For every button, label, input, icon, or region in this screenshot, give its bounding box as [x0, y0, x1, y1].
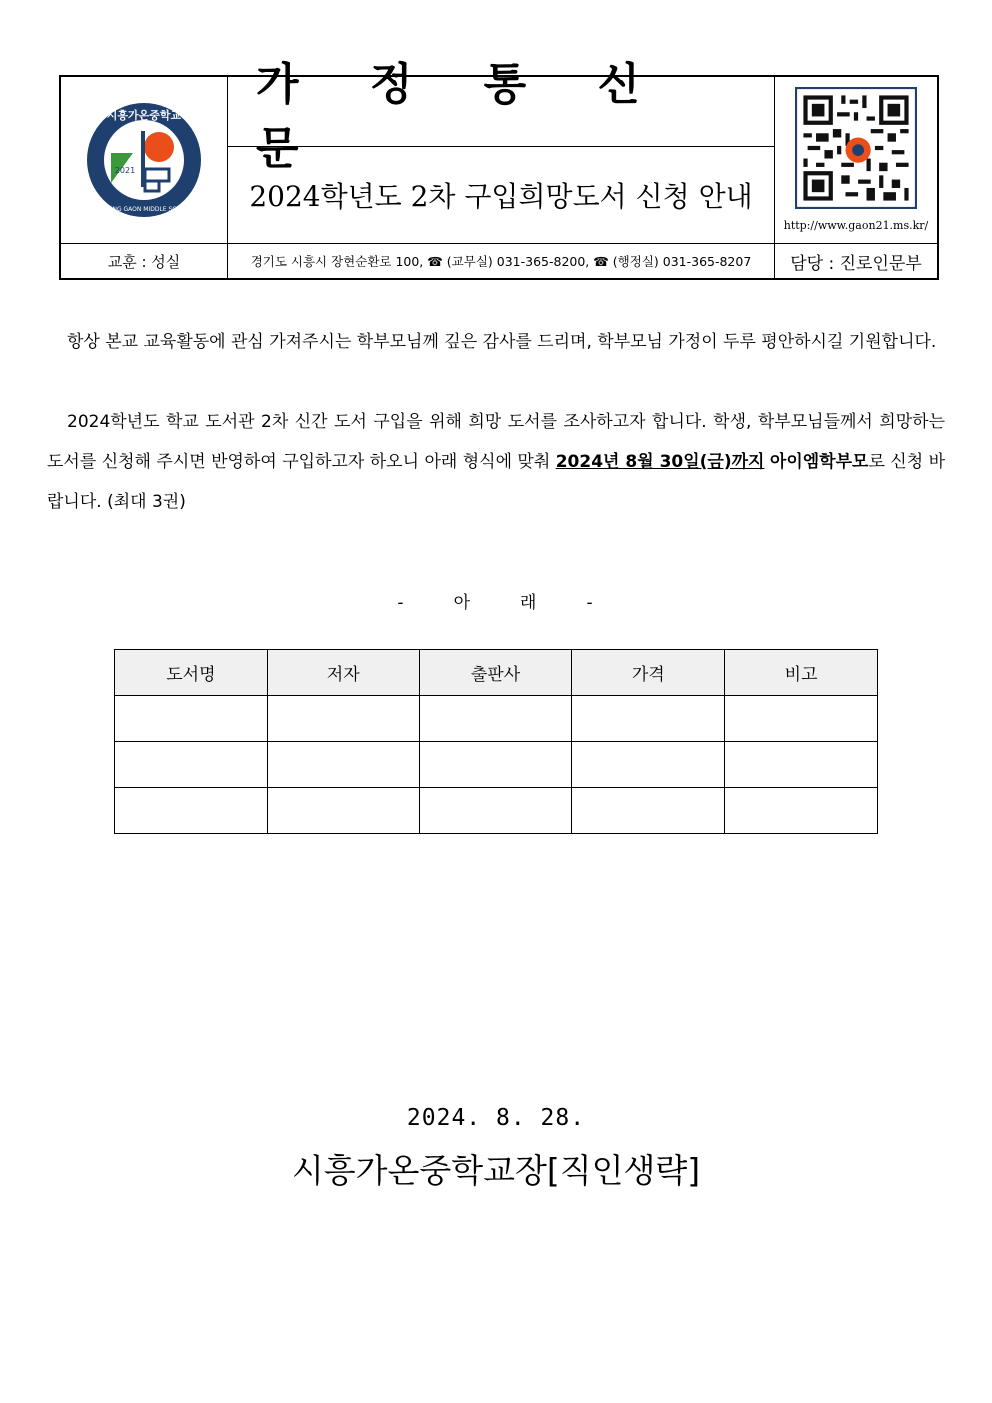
table-cell[interactable] [419, 696, 572, 742]
column-header-title: 도서명 [115, 650, 268, 696]
department-in-charge: 담당 : 진로인문부 [774, 244, 937, 278]
table-cell[interactable] [572, 788, 725, 834]
table-cell[interactable] [572, 696, 725, 742]
table-row [115, 696, 878, 742]
table-row [115, 788, 878, 834]
greeting-text: 항상 본교 교육활동에 관심 가져주시는 학부모님께 깊은 감사를 드리며, 학부모님 가정이 두루 평안하시길 기원합니다. [67, 332, 937, 352]
school-logo-cell [61, 77, 228, 243]
request-paragraph [47, 402, 945, 522]
qr-code-icon[interactable] [795, 87, 917, 209]
qr-cell [774, 77, 937, 243]
column-header-publisher: 출판사 [419, 650, 572, 696]
school-address: 경기도 시흥시 장현순환로 100, ☎ (교무실) 031-365-8200, ☎ (행정실) 031-365-8207 [250, 254, 752, 269]
table-cell[interactable] [115, 742, 268, 788]
table-cell[interactable] [267, 696, 419, 742]
table-cell[interactable] [419, 788, 572, 834]
table-header-row [115, 650, 878, 696]
table-cell[interactable] [115, 696, 268, 742]
school-url[interactable]: http://www.gaon21.ms.kr/ [783, 219, 929, 232]
table-cell[interactable] [115, 788, 268, 834]
issue-date: 2024. 8. 28. [406, 1105, 586, 1131]
table-cell[interactable] [572, 742, 725, 788]
principal-signature: 시흥가온중학교장[직인생략] [291, 1151, 701, 1190]
newsletter-subtitle: 2024학년도 2차 구입희망도서 신청 안내 [249, 180, 753, 213]
table-cell[interactable] [267, 788, 419, 834]
logo-year: 2021 [114, 166, 136, 175]
book-request-table [114, 649, 878, 834]
header-info-row [61, 243, 937, 278]
note-heading: - 아 래 - [397, 593, 595, 613]
table-row [115, 742, 878, 788]
newsletter-title: 가 정 통 신 문 [228, 77, 774, 147]
logo-english-text: SIHEUNG GAON MIDDLE SCHOOL [94, 206, 194, 213]
table-cell[interactable] [419, 742, 572, 788]
table-cell[interactable] [725, 788, 878, 834]
table-cell[interactable] [725, 696, 878, 742]
table-cell[interactable] [267, 742, 419, 788]
table-cell[interactable] [725, 742, 878, 788]
logo-ring-text: 시흥가온중학교 [106, 109, 182, 122]
school-motto: 교훈 : 성실 [61, 244, 228, 278]
column-header-author: 저자 [267, 650, 419, 696]
newsletter-header [59, 58, 939, 280]
greeting-paragraph [47, 322, 945, 362]
deadline-text: 2024년 8월 30일(금)까지 [555, 452, 765, 472]
channel-text: 아이엠학부모 [769, 452, 869, 472]
request-text: 2024학년도 학교 도서관 2차 신간 도서 구입을 위해 희망 도서를 조사하고자 합니다. 학생, 학부모님들께서 희망하는 도서를 신청해 주시면 반영하여 구입하고자 하오니 아래 형식에 맞춰 [47, 412, 945, 472]
request-text-end: 로 신청 바랍니다. (최대 3권) [47, 452, 946, 512]
school-logo [85, 101, 203, 219]
column-header-remarks: 비고 [725, 650, 878, 696]
column-header-price: 가격 [572, 650, 725, 696]
